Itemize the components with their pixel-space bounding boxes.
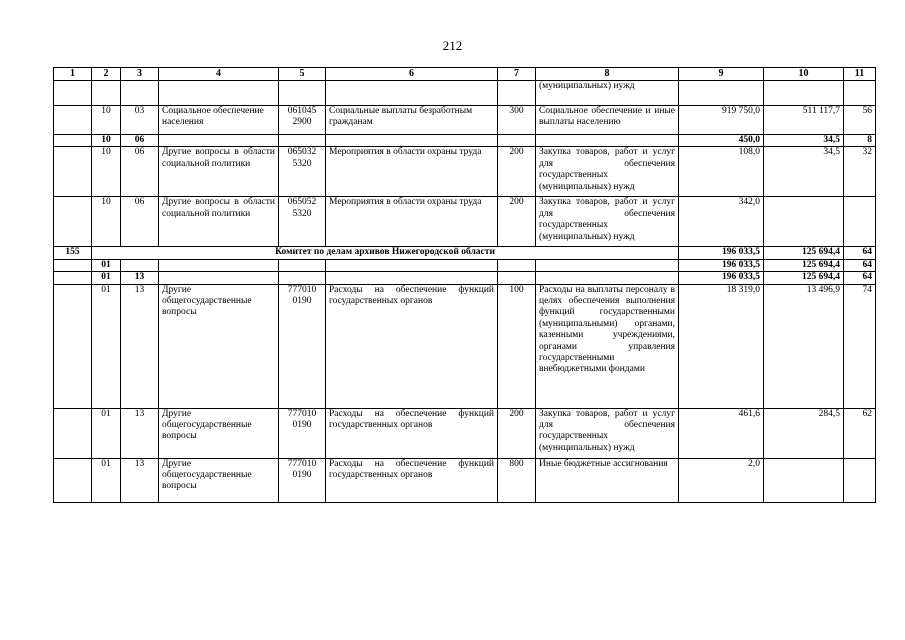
table-row: [54, 147, 876, 197]
cell-subsection-name: Другие общегосударственные вопросы: [159, 284, 279, 408]
table-row: [54, 81, 876, 106]
cell-plan: 196 033,5: [679, 259, 764, 271]
cell-actual: 125 694,4: [764, 259, 844, 271]
table-row: [54, 458, 876, 502]
cell-subsection: 13: [121, 458, 159, 502]
page-number: 212: [442, 38, 463, 53]
cell-expense-type: [498, 81, 536, 106]
cell-expense-type-name: [536, 135, 679, 147]
cell-percent: 64: [844, 272, 876, 284]
table-row: [54, 106, 876, 135]
cell-percent: 32: [844, 147, 876, 197]
cell-target-code: [279, 81, 326, 106]
column-header: 6: [326, 68, 498, 81]
cell-subsection: 06: [121, 197, 159, 247]
cell-subsection: 13: [121, 284, 159, 408]
column-header: 5: [279, 68, 326, 81]
cell-admin-code: [54, 458, 92, 502]
cell-percent: [844, 458, 876, 502]
cell-plan: 18 319,0: [679, 284, 764, 408]
cell-actual: 13 496,9: [764, 284, 844, 408]
column-header: 9: [679, 68, 764, 81]
cell-admin-code: [54, 106, 92, 135]
cell-admin-code: [54, 81, 92, 106]
cell-expense-type: [498, 272, 536, 284]
cell-plan: 108,0: [679, 147, 764, 197]
cell-subsection: [121, 259, 159, 271]
cell-section: 10: [92, 106, 121, 135]
cell-actual: [764, 197, 844, 247]
cell-subsection: 13: [121, 408, 159, 458]
table-row: [54, 197, 876, 247]
cell-actual: [764, 458, 844, 502]
subtotal-row: [54, 135, 876, 147]
cell-expense-type-name: Закупка товаров, работ и услуг для обеспечения государственных (муниципальных) нужд: [536, 408, 679, 458]
cell-percent: [844, 197, 876, 247]
cell-subsection: 06: [121, 147, 159, 197]
cell-actual: 511 117,7: [764, 106, 844, 135]
cell-admin-code: [54, 147, 92, 197]
cell-plan: 196 033,5: [679, 247, 764, 259]
cell-target-code: 777010 0190: [279, 408, 326, 458]
column-header: 1: [54, 68, 92, 81]
cell-target-code: 065052 5320: [279, 197, 326, 247]
cell-percent: 56: [844, 106, 876, 135]
cell-percent: 62: [844, 408, 876, 458]
cell-target-name: [326, 135, 498, 147]
cell-target-name: [326, 81, 498, 106]
cell-section: [92, 81, 121, 106]
cell-percent: 8: [844, 135, 876, 147]
cell-plan: 461,6: [679, 408, 764, 458]
column-header: 10: [764, 68, 844, 81]
table-row: [54, 408, 876, 458]
cell-target-name: [326, 272, 498, 284]
cell-subsection-name: [159, 259, 279, 271]
cell-subsection: 03: [121, 106, 159, 135]
table-row: [54, 284, 876, 408]
cell-actual: [764, 81, 844, 106]
cell-actual: 284,5: [764, 408, 844, 458]
cell-actual: 34,5: [764, 135, 844, 147]
cell-plan: 196 033,5: [679, 272, 764, 284]
cell-subsection: 06: [121, 135, 159, 147]
cell-section: 10: [92, 147, 121, 197]
cell-target-code: [279, 272, 326, 284]
cell-target-name: Мероприятия в области охраны труда: [326, 147, 498, 197]
cell-section: 01: [92, 284, 121, 408]
cell-target-name: Мероприятия в области охраны труда: [326, 197, 498, 247]
cell-target-name: Расходы на обеспечение функций государственных органов: [326, 458, 498, 502]
cell-target-code: [279, 259, 326, 271]
cell-expense-type-name: Социальное обеспечение и иные выплаты населению: [536, 106, 679, 135]
cell-target-code: 061045 2900: [279, 106, 326, 135]
cell-actual: 34,5: [764, 147, 844, 197]
cell-target-name: Социальные выплаты безработным гражданам: [326, 106, 498, 135]
cell-section: 01: [92, 408, 121, 458]
cell-admin-code: [54, 272, 92, 284]
cell-plan: 919 750,0: [679, 106, 764, 135]
cell-admin-code: [54, 259, 92, 271]
cell-percent: 74: [844, 284, 876, 408]
subtotal-row: [54, 259, 876, 271]
cell-plan: [679, 81, 764, 106]
cell-expense-type-name: (муниципальных) нужд: [536, 81, 679, 106]
column-header: 8: [536, 68, 679, 81]
cell-expense-type: 200: [498, 197, 536, 247]
cell-plan: 2,0: [679, 458, 764, 502]
cell-target-code: 777010 0190: [279, 458, 326, 502]
cell-expense-type-name: [536, 259, 679, 271]
cell-expense-type: 800: [498, 458, 536, 502]
cell-percent: 64: [844, 247, 876, 259]
cell-admin-code: [54, 284, 92, 408]
cell-target-name: Расходы на обеспечение функций государственных органов: [326, 408, 498, 458]
cell-expense-type-name: [536, 272, 679, 284]
cell-subsection-name: [159, 135, 279, 147]
cell-subsection-name: Другие вопросы в области социальной политики: [159, 197, 279, 247]
cell-expense-type-name: Закупка товаров, работ и услуг для обеспечения государственных (муниципальных) нужд: [536, 197, 679, 247]
column-header: 11: [844, 68, 876, 81]
column-header: 3: [121, 68, 159, 81]
cell-percent: [844, 81, 876, 106]
cell-expense-type: 100: [498, 284, 536, 408]
cell-section: 01: [92, 458, 121, 502]
cell-target-code: 065032 5320: [279, 147, 326, 197]
cell-subsection-name: [159, 81, 279, 106]
cell-expense-type: [498, 135, 536, 147]
cell-subsection-name: Социальное обеспечение населения: [159, 106, 279, 135]
cell-expense-type: 200: [498, 408, 536, 458]
cell-admin-code: [54, 135, 92, 147]
subtotal-row: [54, 272, 876, 284]
cell-expense-type: 300: [498, 106, 536, 135]
cell-section: 01: [92, 259, 121, 271]
cell-subsection-name: [159, 272, 279, 284]
organization-row: [54, 247, 876, 259]
cell-expense-type: 200: [498, 147, 536, 197]
cell-admin-code: [54, 197, 92, 247]
column-header: 4: [159, 68, 279, 81]
cell-subsection: 13: [121, 272, 159, 284]
cell-actual: 125 694,4: [764, 247, 844, 259]
cell-expense-type: [498, 259, 536, 271]
column-number-row: [54, 68, 876, 81]
cell-subsection-name: Другие вопросы в области социальной политики: [159, 147, 279, 197]
cell-subsection: [121, 81, 159, 106]
cell-target-code: 777010 0190: [279, 284, 326, 408]
budget-table: [53, 67, 876, 503]
cell-admin-code: [54, 408, 92, 458]
cell-percent: 64: [844, 259, 876, 271]
column-header: 7: [498, 68, 536, 81]
cell-expense-type-name: Расходы на выплаты персоналу в целях обеспечения выполнения функций государственными (муниципальными) органами, казенными учреждениями, органами управления государственными внебюджетными фондами: [536, 284, 679, 408]
cell-admin-code: 155: [54, 247, 92, 259]
cell-actual: 125 694,4: [764, 272, 844, 284]
cell-target-code: [279, 135, 326, 147]
column-header: 2: [92, 68, 121, 81]
organization-name: Комитет по делам архивов Нижегородской области: [92, 247, 679, 259]
cell-section: 01: [92, 272, 121, 284]
cell-section: 10: [92, 135, 121, 147]
cell-section: 10: [92, 197, 121, 247]
cell-subsection-name: Другие общегосударственные вопросы: [159, 458, 279, 502]
cell-expense-type-name: Иные бюджетные ассигнования: [536, 458, 679, 502]
cell-target-name: [326, 259, 498, 271]
cell-expense-type-name: Закупка товаров, работ и услуг для обеспечения государственных (муниципальных) нужд: [536, 147, 679, 197]
cell-target-name: Расходы на обеспечение функций государственных органов: [326, 284, 498, 408]
cell-subsection-name: Другие общегосударственные вопросы: [159, 408, 279, 458]
cell-plan: 450,0: [679, 135, 764, 147]
cell-plan: 342,0: [679, 197, 764, 247]
